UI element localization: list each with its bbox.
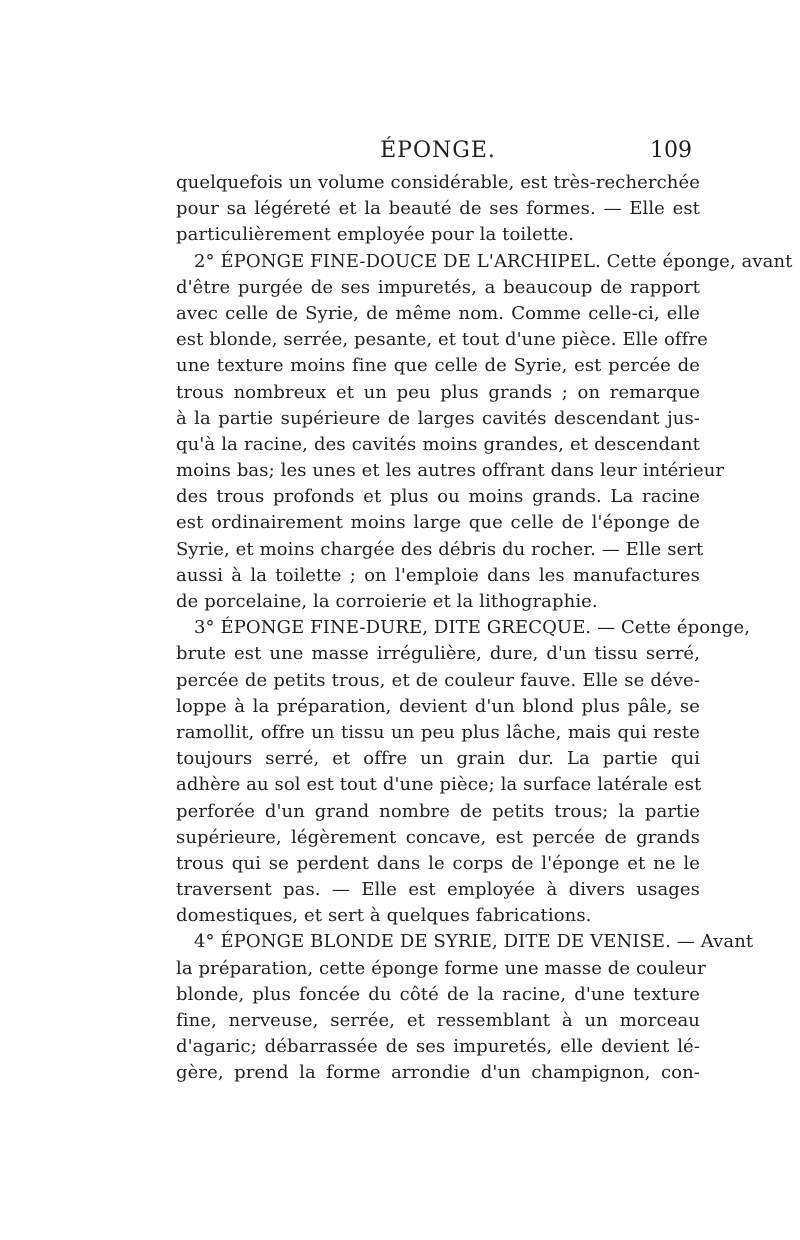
text-line: brute est une masse irrégulière, dure, d'un tissu serré, <box>176 643 700 665</box>
text-line: perforée d'un grand nombre de petits trous; la partie <box>176 800 700 822</box>
text-line: aussi à la toilette ; on l'emploie dans les manufactures <box>176 564 700 586</box>
text-line: moins bas; les unes et les autres offrant dans leur intérieur <box>176 460 725 482</box>
text-line: loppe à la préparation, devient d'un blond plus pâle, se <box>176 695 700 717</box>
text-line: supérieure, légèrement concave, est percée de grands <box>176 826 700 848</box>
text-line: traversent pas. — Elle est employée à divers usages <box>176 879 700 901</box>
text-line: 3° ÉPONGE FINE-DURE, DITE GRECQUE. — Cette éponge, <box>194 617 751 639</box>
text-line: la préparation, cette éponge forme une masse de couleur <box>176 957 706 979</box>
text-line: fine, nerveuse, serrée, et ressemblant à un morceau <box>176 1010 700 1031</box>
text-line: 4° ÉPONGE BLONDE DE SYRIE, DITE DE VENISE. — Avant <box>194 931 754 953</box>
text-line: est blonde, serrée, pesante, et tout d'une pièce. Elle offre <box>176 329 708 351</box>
running-title: ÉPONGE. <box>380 138 496 163</box>
page-number: 109 <box>650 138 692 163</box>
body-text <box>176 170 793 1087</box>
text-line: percée de petits trous, et de couleur fauve. Elle se déve- <box>176 669 700 691</box>
text-line: gère, prend la forme arrondie d'un champignon, con- <box>176 1062 700 1084</box>
text-line: avec celle de Syrie, de même nom. Comme celle-ci, elle <box>176 302 700 324</box>
text-line: quelquefois un volume considérable, est très-recherchée <box>176 172 700 193</box>
text-line: toujours serré, et offre un grain dur. La partie qui <box>176 748 700 770</box>
text-line: trous qui se perdent dans le corps de l'éponge et ne le <box>176 852 700 874</box>
text-line: ramollit, offre un tissu un peu plus lâche, mais qui reste <box>176 721 700 743</box>
text-line: 2° ÉPONGE FINE-DOUCE DE L'ARCHIPEL. Cette éponge, avant <box>194 250 793 272</box>
text-line: adhère au sol est tout d'une pièce; la surface latérale est <box>176 774 702 796</box>
text-line: particulièrement employée pour la toilette. <box>176 224 575 246</box>
text-line: pour sa légéreté et la beauté de ses formes. — Elle est <box>176 198 700 220</box>
text-line: est ordinairement moins large que celle de l'éponge de <box>176 512 700 534</box>
text-line: blonde, plus foncée du côté de la racine, d'une texture <box>176 983 700 1005</box>
text-line: à la partie supérieure de larges cavités descendant jus- <box>176 407 700 429</box>
text-line: qu'à la racine, des cavités moins grandes, et descendant <box>176 433 700 455</box>
text-line: domestiques, et sert à quelques fabrications. <box>176 905 592 927</box>
text-line: d'être purgée de ses impuretés, a beaucoup de rapport <box>176 276 700 298</box>
text-line: trous nombreux et un peu plus grands ; on remarque <box>176 381 700 403</box>
text-line: une texture moins fine que celle de Syrie, est percée de <box>176 355 700 377</box>
running-head <box>176 136 700 166</box>
text-line: d'agaric; débarrassée de ses impuretés, elle devient lé- <box>176 1036 700 1058</box>
text-line: de porcelaine, la corroierie et la lithographie. <box>176 591 598 612</box>
text-line: Syrie, et moins chargée des débris du rocher. — Elle sert <box>176 538 704 560</box>
text-line: des trous profonds et plus ou moins grands. La racine <box>176 486 700 508</box>
